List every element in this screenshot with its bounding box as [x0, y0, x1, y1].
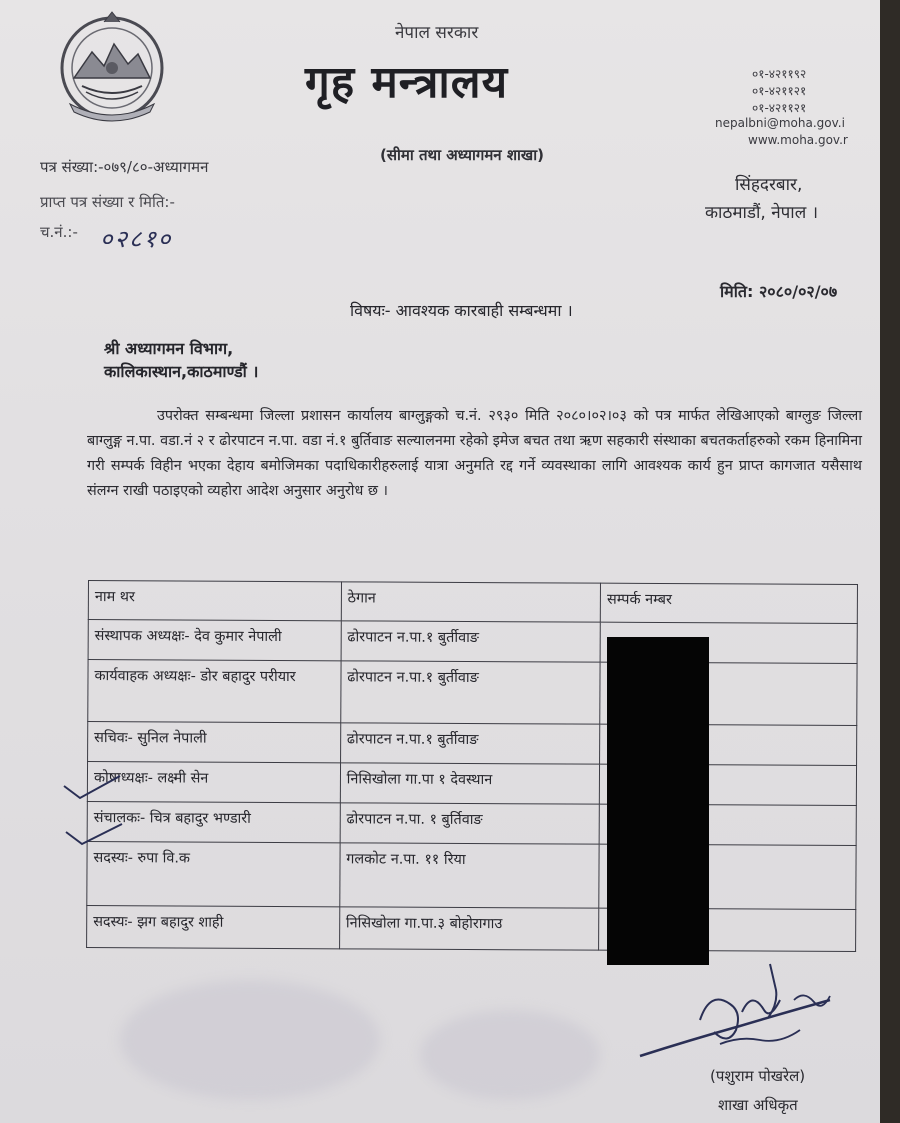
dispatch-label: च.नं.:- — [40, 223, 78, 241]
government-name: नेपाल सरकार — [395, 23, 479, 43]
table-row — [87, 762, 856, 806]
background-edge — [880, 0, 900, 1123]
tick-marks-icon — [60, 770, 130, 870]
redaction-block — [607, 637, 709, 965]
dispatch-number: ०२८१० — [100, 225, 173, 253]
recipient-line2: कालिकास्थान,काठमाण्डौं । — [104, 362, 259, 381]
official-address: ढोरपाटन न.पा.१ बुर्तीवाङ — [340, 661, 600, 724]
official-name: सचिवः- सुनिल नेपाली — [88, 722, 341, 763]
header-address: ठेगान — [341, 582, 601, 622]
official-name: सदस्यः- झग बहादुर शाही — [87, 905, 340, 948]
table-row — [88, 722, 857, 766]
official-address: ढोरपाटन न.पा. १ बुर्तिवाङ — [340, 803, 600, 844]
phone-number: ०१-४२११९२ — [752, 67, 807, 81]
recipient-line1: श्री अध्यागमन विभाग, — [104, 339, 234, 358]
official-address: ढोरपाटन न.पा.१ बुर्तीवाङ — [340, 723, 600, 764]
official-name: सदस्यः- रुपा वि.क — [87, 841, 340, 906]
official-name: कोषाध्यक्षः- लक्ष्मी सेन — [87, 762, 340, 803]
phone-numbers — [752, 66, 806, 117]
email-address: nepalbni@moha.gov.i — [715, 116, 845, 130]
government-emblem-icon — [52, 8, 172, 128]
official-address: निसिखोला गा.पा.३ बोहोरागाउ — [339, 907, 599, 950]
signatory-designation: शाखा अधिकृत — [718, 1096, 798, 1114]
official-address: निसिखोला गा.पा १ देवस्थान — [340, 763, 600, 804]
division-name: (सीमा तथा अध्यागमन शाखा) — [380, 146, 544, 164]
signature-icon — [630, 960, 860, 1070]
address-line2: काठमाडौं, नेपाल । — [705, 203, 819, 223]
official-name: संचालकः- चित्र बहादुर भण्डारी — [87, 801, 340, 842]
officials-table — [86, 580, 858, 952]
official-address: ढोरपाटन न.पा.१ बुर्तीवाङ — [341, 621, 601, 662]
ministry-title: गृह मन्त्रालय — [305, 57, 509, 108]
website-address: www.moha.gov.r — [748, 133, 848, 147]
letter-subject: विषयः- आवश्यक कारबाही सम्बन्धमा । — [350, 301, 573, 320]
phone-number: ०१-४२११२१ — [752, 101, 807, 115]
table-row — [87, 841, 856, 909]
header-name: नाम थर — [88, 581, 341, 621]
letter-number: पत्र संख्या:-०७९/८०-अध्यागमन — [40, 158, 209, 176]
table-row — [88, 620, 857, 664]
phone-number: ०१-४२११२१ — [752, 84, 807, 98]
received-letter-ref: प्राप्त पत्र संख्या र मिति:- — [40, 193, 175, 211]
official-name: कार्यवाहक अध्यक्षः- डोर बहादुर परीयार — [88, 660, 341, 723]
address-line1: सिंहदरबार, — [735, 175, 803, 195]
official-name: संस्थापक अध्यक्षः- देव कुमार नेपाली — [88, 620, 341, 661]
signatory-name: (पशुराम पोखरेल) — [710, 1067, 806, 1085]
table-row — [87, 905, 856, 951]
table-header-row — [88, 581, 857, 624]
official-address: गलकोट न.पा. ११ रिया — [340, 843, 600, 908]
table-row — [87, 801, 856, 845]
table-row — [88, 660, 857, 726]
letter-date: मिति: २०८०/०२/०७ — [720, 282, 838, 301]
letter-body: उपरोक्त सम्बन्धमा जिल्ला प्रशासन कार्यालय बाग्लुङ्गको च.नं. २९३० मिति २०८०।०२।०३ को पत्र मार्फत लेखिआएको बाग्लुङ जिल्ला बाग्लुङ्ग न.पा. वडा.नं २ र ढोरपाटन न.पा. वडा नं.१ बुर्तिवाङ सल्यालनमा रहेको इमेज बचत तथा ऋण सहकारी संस्थाका बचतकर्ताहरुको रकम हिनामिना गरी सम्पर्क विहीन भएका देहाय बमोजिमका पदाधिकारीहरुलाई यात्रा अनुमति रद्द गर्ने व्यवस्थाका लागि आवश्यक कार्य हुन प्राप्त कागजात यसैसाथ संलग्न राखी पठाइएको व्यहोरा आदेश अनुसार अनुरोध छ । — [87, 408, 862, 499]
header-contact: सम्पर्क नम्बर — [600, 583, 857, 623]
